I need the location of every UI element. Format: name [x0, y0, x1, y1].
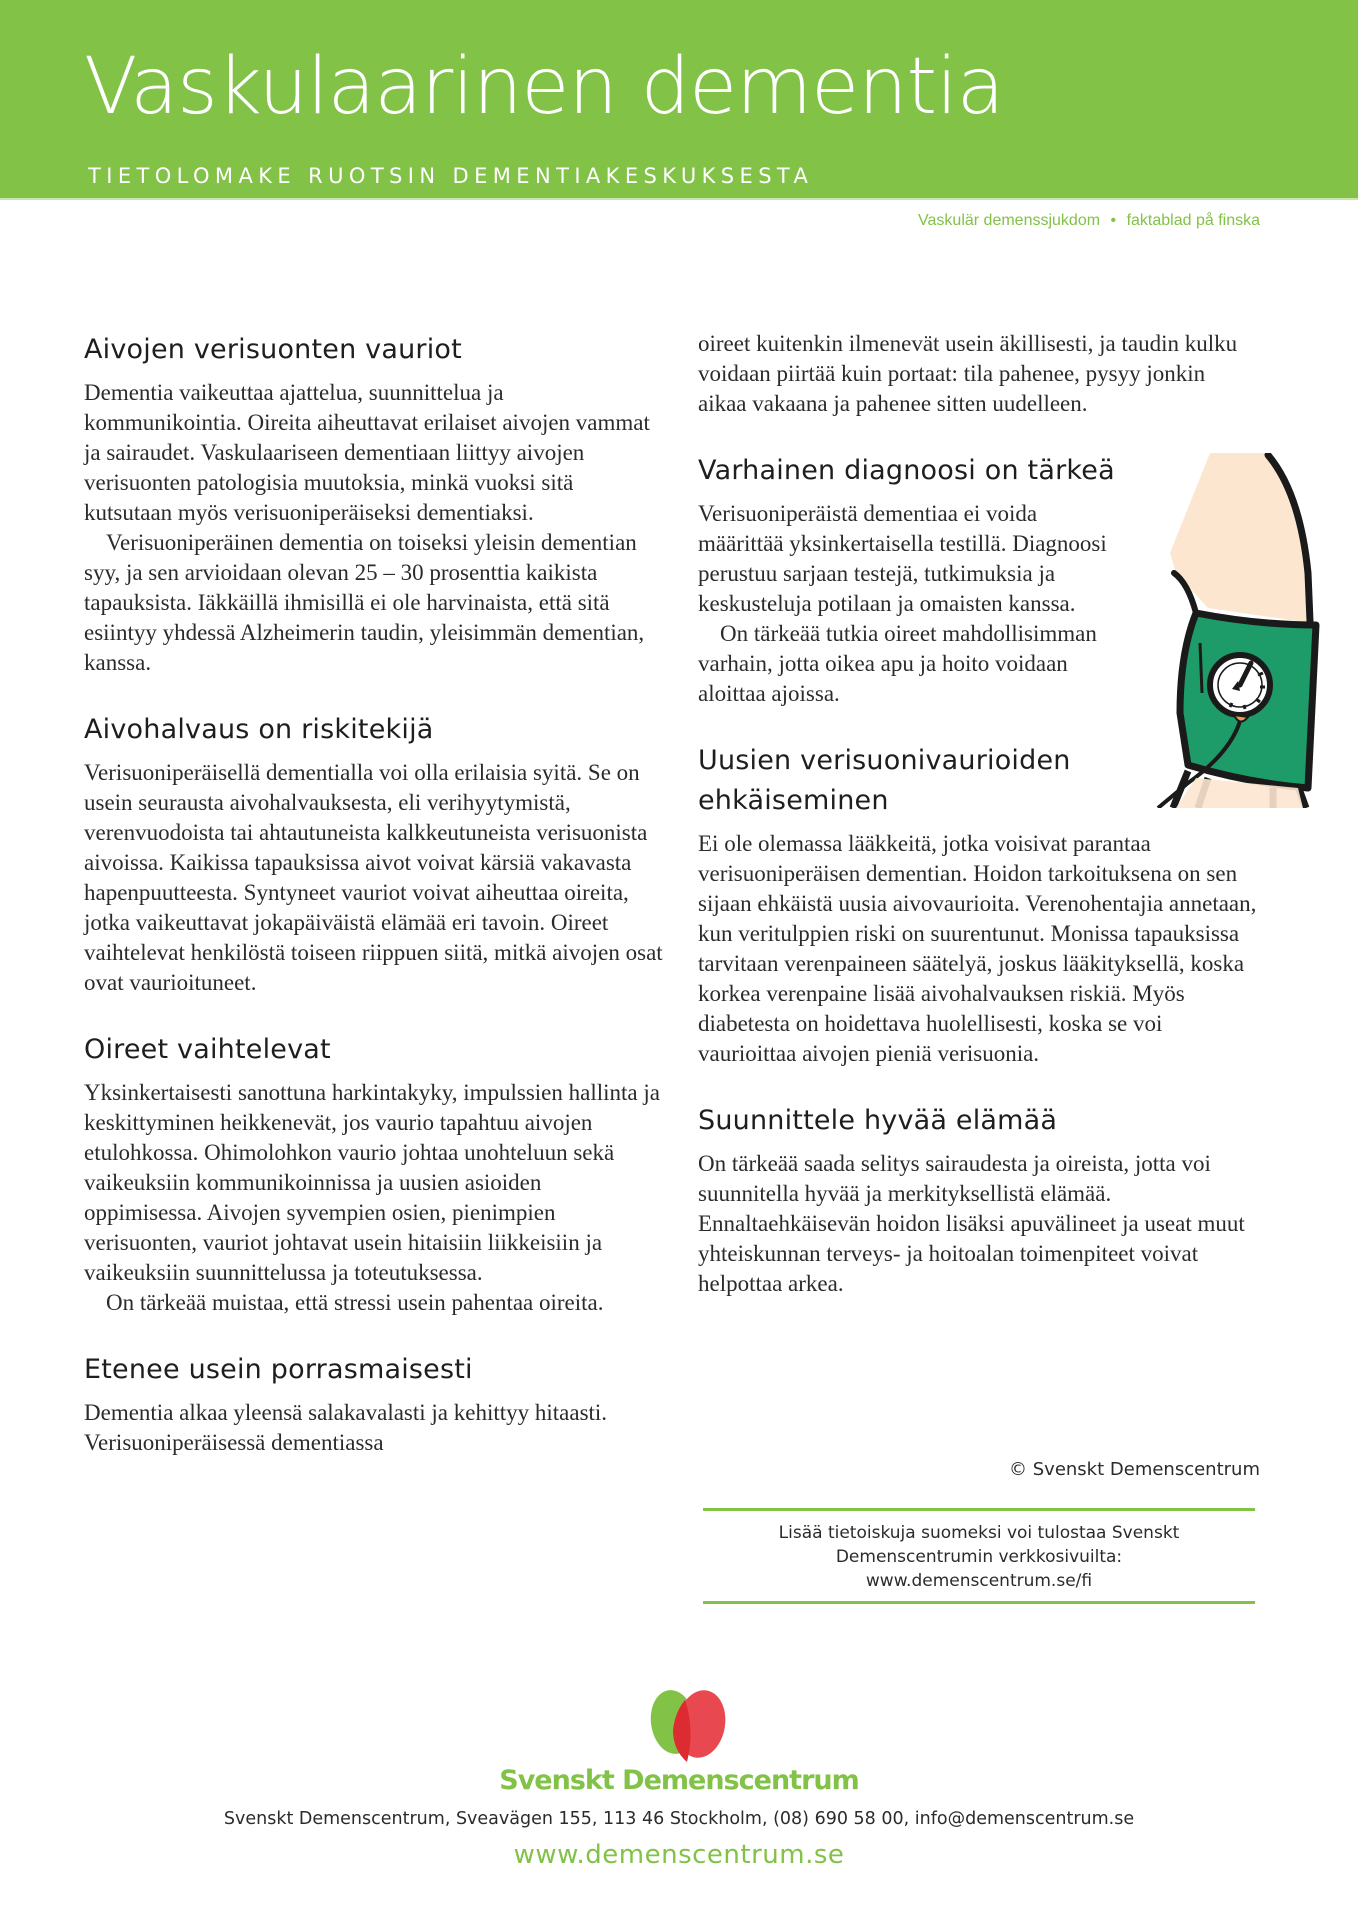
tagline-language: faktablad på finska [1126, 212, 1260, 229]
section-paragraph: Verisuoniperäistä dementiaa ei voida määrittää yksinkertaisella testillä. Diagnoosi perustuu sarjaan testejä, tutkimuksia ja keskusteluja potilaan ja omaisten kanssa. [698, 501, 1107, 616]
info-link[interactable]: www.demenscentrum.se/fi [865, 1571, 1093, 1591]
section-good-life [698, 1101, 1273, 1299]
page-title: Vaskulaarinen dementia [84, 42, 1004, 132]
section-heading: Etenee usein porrasmaisesti [84, 1354, 473, 1385]
section-heading: Varhainen diagnoosi on tärkeä [698, 455, 1115, 486]
website-link[interactable]: www.demenscentrum.se [513, 1840, 845, 1870]
more-info-box [703, 1508, 1255, 1604]
blood-pressure-cuff-illustration [1148, 453, 1328, 808]
header-banner [0, 0, 1358, 198]
section-stroke-risk [84, 710, 664, 998]
section-paragraph: Ei ole olemassa lääkkeitä, jotka voisivat parantaa verisuoniperäisen dementian. Hoidon tarkoituksena on sen sijaan ehkäistä uusia aivovaurioita. Verenohentajia annetaan, kun veritulppien riski on suurentunut. Monissa tapauksissa tarvitaan verenpaineen säätelyä, joskus lääkityksellä, koska korkea verenpaine lisää aivohalvauksen riskiä. Myös diabetesta on hoidettava huolellisesti, koska se voi vaurioittaa aivojen pieniä verisuonia. [698, 831, 1257, 1066]
section-vascular-damage [84, 330, 664, 678]
left-column [84, 330, 664, 1490]
section-heading: Aivohalvaus on riskitekijä [84, 714, 434, 745]
bullet-separator: • [1110, 212, 1117, 229]
section-symptoms-vary [84, 1030, 664, 1318]
page-subtitle: TIETOLOMAKE RUOTSIN DEMENTIAKESKUKSESTA [88, 164, 814, 188]
continued-text [698, 329, 1258, 419]
tagline-swedish-title: Vaskulär demenssjukdom [918, 212, 1101, 229]
section-heading: Uusien verisuonivaurioiden ehkäiseminen [698, 745, 1071, 816]
pressure-gauge-icon [1210, 655, 1270, 715]
tagline [918, 212, 1260, 230]
info-line: Demenscentrumin verkkosivuilta: [835, 1547, 1123, 1567]
contact-address: Svenskt Demenscentrum, Sveavägen 155, 113 46 Stockholm, (08) 690 58 00, info@demenscentrum.se [223, 1809, 1135, 1829]
section-heading: Aivojen verisuonten vauriot [84, 334, 462, 365]
section-paragraph: Yksinkertaisesti sanottuna harkintakyky, impulssien hallinta ja keskittyminen heikkenevät, jos vaurio tapahtuu aivojen etulohkossa. Ohimolohkon vaurio johtaa unohteluun sekä vaikeuksiin kommunikoinnissa ja uusien asioiden oppimisessa. Aivojen syvempien osien, pienimpien verisuonten, vauriot johtavat usein hitaisiin liikkeisiin ja vaikeuksiin suunnittelussa ja toteutuksessa. [84, 1080, 660, 1285]
section-paragraph: Dementia vaikeuttaa ajattelua, suunnittelua ja kommunikointia. Oireita aiheuttavat erilaiset aivojen vammat ja sairaudet. Vaskulaariseen dementiaan liittyy aivojen verisuonten patologisia muutoksia, minkä vuoksi sitä kutsutaan myös verisuoniperäiseksi dementiaksi. [84, 380, 650, 525]
header-divider [0, 198, 1358, 200]
section-paragraph: Verisuoniperäinen dementia on toiseksi yleisin dementian syy, ja sen arvioidaan olevan 25 – 30 prosenttia kaikista tapauksista. Iäkkäillä ihmisillä ei ole harvinaista, että sitä esiintyy yhdessä Alzheimerin taudin, yleisimmän dementian, kanssa. [84, 530, 645, 675]
section-early-diagnosis [698, 451, 1128, 709]
copyright-notice: © Svenskt Demenscentrum [1009, 1459, 1260, 1480]
section-paragraph: On tärkeää saada selitys sairaudesta ja oireista, jotta voi suunnitella hyvää ja merkityksellistä elämää. Ennaltaehkäisevän hoidon lisäksi apuvälineet ja useat muut yhteiskunnan terveys- ja hoitoalan toimenpiteet voivat helpottaa arkea. [698, 1151, 1245, 1296]
organization-name: Svenskt Demenscentrum [499, 1765, 859, 1796]
section-paragraph: oireet kuitenkin ilmenevät usein äkillisesti, ja taudin kulku voidaan piirtää kuin portaat: tila pahenee, pysyy jonkin aikaa vakaana ja pahenee sitten uudelleen. [698, 331, 1238, 416]
section-stepwise-progression [84, 1350, 664, 1458]
section-heading: Oireet vaihtelevat [84, 1034, 331, 1065]
section-heading: Suunnittele hyvää elämää [698, 1105, 1058, 1136]
info-line: Lisää tietoiskuja suomeksi voi tulostaa Svenskt [778, 1523, 1180, 1543]
section-paragraph: Dementia alkaa yleensä salakavalasti ja kehittyy hitaasti. Verisuoniperäisessä dementiassa [84, 1400, 608, 1455]
cuff-crease [1200, 643, 1202, 693]
section-paragraph: On tärkeää tutkia oireet mahdollisimman varhain, jotta oikea apu ja hoito voidaan aloittaa ajoissa. [698, 621, 1097, 706]
heart-logo-icon [645, 1690, 729, 1764]
section-paragraph: On tärkeää muistaa, että stressi usein pahentaa oireita. [106, 1290, 604, 1315]
section-paragraph: Verisuoniperäisellä dementialla voi olla erilaisia syitä. Se on usein seurausta aivohalvauksesta, eli verihyytymistä, verenvuodoista tai ahtautuneista kalkkeutuneista verisuonista aivoissa. Kaikissa tapauksissa aivot voivat kärsiä vakavasta hapenpuutteesta. Syntyneet vauriot voivat aiheuttaa oireita, jotka vaikeuttavat jokapäiväistä elämää eri tavoin. Oireet vaihtelevat henkilöstä toiseen riippuen siitä, mitkä aivojen osat ovat vaurioituneet. [84, 760, 663, 995]
